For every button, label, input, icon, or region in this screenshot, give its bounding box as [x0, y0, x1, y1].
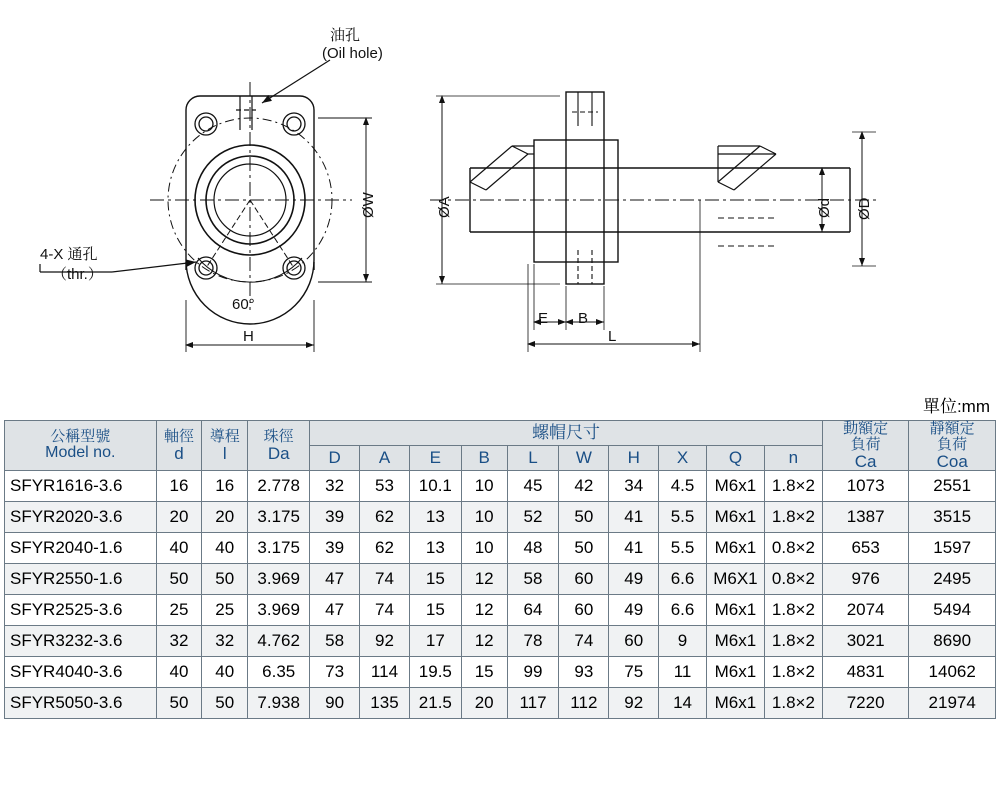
- oil-hole-label-en: (Oil hole): [322, 45, 383, 62]
- cell-n: 0.8×2: [764, 564, 822, 595]
- d-large-dimension-label: ØD: [856, 197, 873, 220]
- technical-drawing: [0, 0, 1000, 380]
- header-shaft-sym: d: [174, 444, 184, 463]
- cell-Q: M6X1: [706, 564, 764, 595]
- header-dyn-cn2: 負荷: [850, 435, 881, 453]
- cell-model: SFYR1616-3.6: [5, 471, 157, 502]
- cell-Coa: 1597: [909, 533, 996, 564]
- cell-A: 62: [360, 502, 410, 533]
- cell-model: SFYR5050-3.6: [5, 688, 157, 719]
- header-lead-sym: l: [222, 444, 227, 463]
- cell-Ca: 1387: [822, 502, 908, 533]
- cell-D: 47: [310, 564, 360, 595]
- cell-A: 114: [360, 657, 410, 688]
- cell-W: 50: [559, 533, 609, 564]
- cell-B: 12: [461, 595, 507, 626]
- cell-n: 0.8×2: [764, 533, 822, 564]
- cell-n: 1.8×2: [764, 595, 822, 626]
- cell-L: 64: [507, 595, 559, 626]
- unit-note: 單位:mm: [922, 397, 990, 416]
- angle-label: 60°: [232, 296, 255, 313]
- table-row: [5, 502, 996, 533]
- cell-Da: 3.175: [248, 502, 310, 533]
- cell-L: 99: [507, 657, 559, 688]
- cell-Q: M6x1: [706, 626, 764, 657]
- cell-B: 12: [461, 564, 507, 595]
- cell-Coa: 14062: [909, 657, 996, 688]
- cell-Da: 3.969: [248, 564, 310, 595]
- cell-Q: M6x1: [706, 688, 764, 719]
- cell-H: 60: [609, 626, 659, 657]
- table-header-row-1: [5, 421, 996, 446]
- cell-d: 40: [156, 533, 202, 564]
- cell-Coa: 2495: [909, 564, 996, 595]
- cell-n: 1.8×2: [764, 502, 822, 533]
- cell-W: 60: [559, 564, 609, 595]
- cell-model: SFYR3232-3.6: [5, 626, 157, 657]
- header-model-cn: 公稱型號: [50, 428, 111, 446]
- cell-H: 92: [609, 688, 659, 719]
- cell-Q: M6x1: [706, 533, 764, 564]
- cell-H: 49: [609, 595, 659, 626]
- cell-H: 75: [609, 657, 659, 688]
- cell-d: 25: [156, 595, 202, 626]
- cell-Da: 7.938: [248, 688, 310, 719]
- cell-X: 6.6: [659, 595, 707, 626]
- cell-W: 50: [559, 502, 609, 533]
- cell-Da: 6.35: [248, 657, 310, 688]
- table-row: [5, 688, 996, 719]
- cell-d: 50: [156, 688, 202, 719]
- cell-X: 5.5: [659, 533, 707, 564]
- cell-D: 39: [310, 533, 360, 564]
- cell-E: 10.1: [409, 471, 461, 502]
- w-dimension-label: ØW: [360, 192, 377, 218]
- header-dyn-sym: Ca: [854, 451, 877, 471]
- cell-d: 40: [156, 657, 202, 688]
- cell-Ca: 7220: [822, 688, 908, 719]
- header-col-W: W: [559, 446, 609, 471]
- table-row: [5, 657, 996, 688]
- header-ball-sym: Da: [267, 444, 290, 463]
- cell-D: 73: [310, 657, 360, 688]
- cell-d: 16: [156, 471, 202, 502]
- e-dimension-label: E: [538, 310, 549, 327]
- cell-n: 1.8×2: [764, 657, 822, 688]
- cell-A: 74: [360, 595, 410, 626]
- cell-W: 93: [559, 657, 609, 688]
- cell-E: 13: [409, 502, 461, 533]
- cell-Ca: 976: [822, 564, 908, 595]
- header-dyn-cn1: 動額定: [843, 420, 889, 437]
- table-row: [5, 564, 996, 595]
- header-col-D: D: [310, 446, 360, 471]
- cell-X: 4.5: [659, 471, 707, 502]
- table-row: [5, 626, 996, 657]
- a-dimension-label: ØA: [436, 196, 453, 218]
- header-model: [5, 421, 157, 471]
- cell-model: SFYR2550-1.6: [5, 564, 157, 595]
- thru-hole-label-en: （thr.）: [52, 266, 103, 283]
- specification-table: [4, 420, 996, 719]
- cell-E: 15: [409, 564, 461, 595]
- cell-l: 20: [202, 502, 248, 533]
- cell-X: 6.6: [659, 564, 707, 595]
- cell-A: 62: [360, 533, 410, 564]
- cell-L: 78: [507, 626, 559, 657]
- header-col-X: X: [659, 446, 707, 471]
- cell-Da: 3.969: [248, 595, 310, 626]
- cell-Q: M6x1: [706, 471, 764, 502]
- cell-model: SFYR2040-1.6: [5, 533, 157, 564]
- header-model-en: Model no.: [45, 444, 116, 462]
- header-lead-cn: 導程: [209, 427, 240, 445]
- header-shaft-dia: [156, 421, 202, 471]
- cell-model: SFYR2525-3.6: [5, 595, 157, 626]
- specification-table-wrapper: [4, 420, 996, 719]
- cell-X: 14: [659, 688, 707, 719]
- cell-n: 1.8×2: [764, 471, 822, 502]
- cell-E: 15: [409, 595, 461, 626]
- table-body: [5, 471, 996, 719]
- cell-B: 10: [461, 533, 507, 564]
- cell-E: 13: [409, 533, 461, 564]
- header-sta-cn2: 負荷: [937, 435, 968, 453]
- header-col-A: A: [360, 446, 410, 471]
- cell-D: 39: [310, 502, 360, 533]
- cell-A: 92: [360, 626, 410, 657]
- header-col-B: B: [461, 446, 507, 471]
- cell-D: 47: [310, 595, 360, 626]
- cell-D: 90: [310, 688, 360, 719]
- cell-l: 16: [202, 471, 248, 502]
- cell-L: 117: [507, 688, 559, 719]
- cell-l: 40: [202, 533, 248, 564]
- cell-Coa: 21974: [909, 688, 996, 719]
- cell-l: 50: [202, 688, 248, 719]
- cell-l: 25: [202, 595, 248, 626]
- cell-l: 32: [202, 626, 248, 657]
- cell-L: 52: [507, 502, 559, 533]
- cell-W: 112: [559, 688, 609, 719]
- cell-Coa: 8690: [909, 626, 996, 657]
- cell-n: 1.8×2: [764, 626, 822, 657]
- l-dimension-label: L: [608, 328, 617, 345]
- header-sta-sym: Coa: [936, 451, 968, 471]
- header-dynamic-load: [822, 421, 908, 471]
- cell-X: 9: [659, 626, 707, 657]
- header-lead: [202, 421, 248, 471]
- cell-B: 12: [461, 626, 507, 657]
- cell-Q: M6x1: [706, 657, 764, 688]
- header-col-H: H: [609, 446, 659, 471]
- cell-E: 17: [409, 626, 461, 657]
- cell-B: 10: [461, 471, 507, 502]
- cell-A: 53: [360, 471, 410, 502]
- cell-Coa: 5494: [909, 595, 996, 626]
- cell-W: 74: [559, 626, 609, 657]
- cell-A: 74: [360, 564, 410, 595]
- table-row: [5, 595, 996, 626]
- header-static-load: [909, 421, 996, 471]
- cell-H: 41: [609, 533, 659, 564]
- cell-l: 40: [202, 657, 248, 688]
- cell-X: 11: [659, 657, 707, 688]
- cell-A: 135: [360, 688, 410, 719]
- header-sta-cn1: 靜額定: [929, 420, 975, 437]
- cell-L: 45: [507, 471, 559, 502]
- cell-L: 58: [507, 564, 559, 595]
- header-col-n: n: [764, 446, 822, 471]
- cell-H: 34: [609, 471, 659, 502]
- cell-d: 32: [156, 626, 202, 657]
- b-dimension-label: B: [578, 310, 589, 327]
- h-dimension-label: H: [243, 328, 254, 345]
- cell-H: 49: [609, 564, 659, 595]
- cell-D: 32: [310, 471, 360, 502]
- cell-Ca: 1073: [822, 471, 908, 502]
- cell-H: 41: [609, 502, 659, 533]
- cell-Coa: 3515: [909, 502, 996, 533]
- cell-L: 48: [507, 533, 559, 564]
- cell-Coa: 2551: [909, 471, 996, 502]
- cell-B: 20: [461, 688, 507, 719]
- cell-X: 5.5: [659, 502, 707, 533]
- cell-B: 15: [461, 657, 507, 688]
- cell-Ca: 653: [822, 533, 908, 564]
- thru-hole-label-cn: 4-X 通孔: [40, 246, 98, 263]
- cell-model: SFYR4040-3.6: [5, 657, 157, 688]
- cell-Q: M6x1: [706, 595, 764, 626]
- header-ball-dia: [248, 421, 310, 471]
- table-row: [5, 533, 996, 564]
- cell-E: 19.5: [409, 657, 461, 688]
- header-col-L: L: [507, 446, 559, 471]
- header-ball-cn: 珠徑: [263, 427, 294, 445]
- cell-d: 20: [156, 502, 202, 533]
- cell-Ca: 4831: [822, 657, 908, 688]
- header-col-E: E: [409, 446, 461, 471]
- cell-Da: 4.762: [248, 626, 310, 657]
- cell-D: 58: [310, 626, 360, 657]
- table-row: [5, 471, 996, 502]
- cell-l: 50: [202, 564, 248, 595]
- cell-B: 10: [461, 502, 507, 533]
- drawing-svg: [0, 0, 1000, 380]
- cell-d: 50: [156, 564, 202, 595]
- d-small-dimension-label: Ød: [816, 197, 833, 218]
- oil-hole-label-cn: 油孔: [330, 27, 361, 44]
- cell-n: 1.8×2: [764, 688, 822, 719]
- cell-W: 42: [559, 471, 609, 502]
- cell-Ca: 2074: [822, 595, 908, 626]
- header-shaft-cn: 軸徑: [163, 427, 194, 445]
- cell-Q: M6x1: [706, 502, 764, 533]
- cell-E: 21.5: [409, 688, 461, 719]
- cell-Da: 3.175: [248, 533, 310, 564]
- header-nut-group: 螺帽尺寸: [310, 421, 823, 446]
- cell-Da: 2.778: [248, 471, 310, 502]
- header-col-Q: Q: [706, 446, 764, 471]
- cell-W: 60: [559, 595, 609, 626]
- cell-Ca: 3021: [822, 626, 908, 657]
- cell-model: SFYR2020-3.6: [5, 502, 157, 533]
